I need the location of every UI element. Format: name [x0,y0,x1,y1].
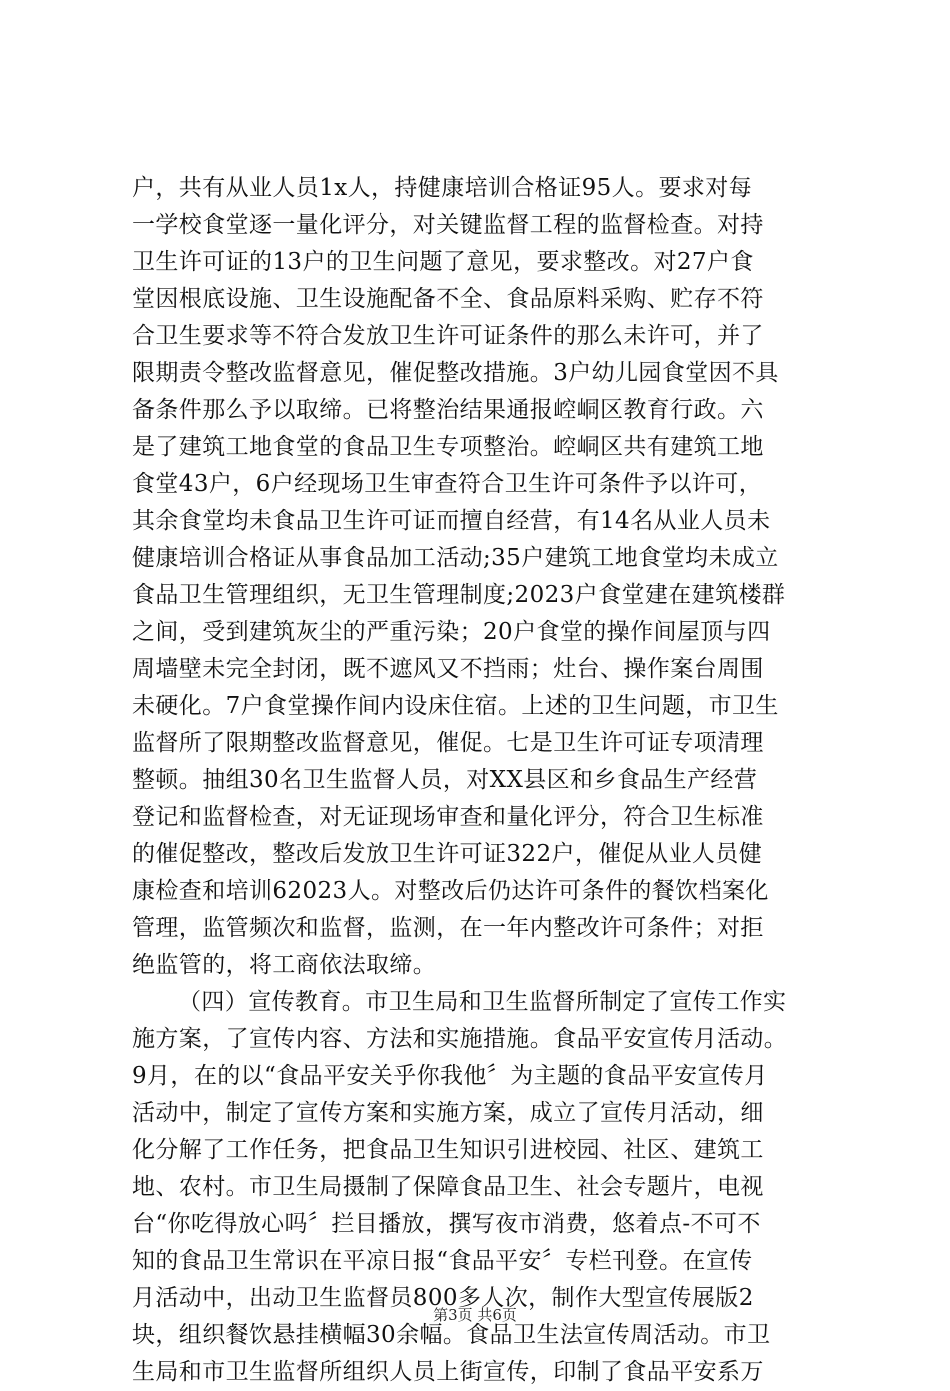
text-line: 备条件那么予以取缔。已将整治结果通报崆峒区教育行政。六 [132,397,764,423]
text-line: 周墙壁未完全封闭，既不遮风又不挡雨；灶台、操作案台周围 [132,656,764,682]
text-line: 食堂43户，6户经现场卫生审查符合卫生许可条件予以许可， [132,471,763,497]
text-line: 合卫生要求等不符合发放卫生许可证条件的那么未许可，并了 [132,323,764,349]
text-line: 月活动中，出动卫生监督员800多人次，制作大型宣传展版2 [132,1285,754,1311]
paragraph-start-line: （四）宣传教育。市卫生局和卫生监督所制定了宣传工作实 [178,989,787,1015]
text-line: 知的食品卫生常识在平凉日报“食品平安〞专栏刊登。在宣传 [132,1248,753,1274]
text-line: 未硬化。7户食堂操作间内设床住宿。上述的卫生问题，市卫生 [132,693,779,719]
page-footer: 第3页 共6页 [433,1306,517,1324]
text-line: 健康培训合格证从事食品加工活动;35户建筑工地食堂均未成立 [132,545,779,571]
text-line: 管理，监管频次和监督，监测，在一年内整改许可条件；对拒 [132,915,764,941]
text-line: 一学校食堂逐一量化评分，对关键监督工程的监督检查。对持 [132,212,764,238]
text-line: 康检查和培训62023人。对整改后仍达许可条件的餐饮档案化 [132,878,769,904]
body-text [132,170,832,1391]
text-line: 9月，在的以“食品平安关乎你我他〞为主题的食品平安宣传月 [132,1063,768,1089]
text-line: 生局和市卫生监督所组织人员上街宣传，印制了食品平安系万 [132,1359,764,1385]
text-line: 户，共有从业人员1x人，持健康培训合格证95人。要求对每 [132,175,753,201]
text-line: 活动中，制定了宣传方案和实施方案，成立了宣传月活动，细 [132,1100,764,1126]
text-line: 登记和监督检查，对无证现场审查和量化评分，符合卫生标准 [132,804,764,830]
text-line: 块，组织餐饮悬挂横幅30余幅。食品卫生法宣传周活动。市卫 [132,1322,771,1348]
text-line: 台“你吃得放心吗〞拦目播放，撰写夜市消费，悠着点-不可不 [132,1211,761,1237]
text-line: 限期责令整改监督意见，催促整改措施。3户幼儿园食堂因不具 [132,360,779,386]
text-line: 施方案，了宣传内容、方法和实施措施。食品平安宣传月活动。 [132,1026,788,1052]
text-line: 化分解了工作任务，把食品卫生知识引进校园、社区、建筑工 [132,1137,764,1163]
text-line: 堂因根底设施、卫生设施配备不全、食品原料采购、贮存不符 [132,286,764,312]
text-line: 其余食堂均未食品卫生许可证而擅自经营，有14名从业人员未 [132,508,771,534]
text-line: 食品卫生管理组织，无卫生管理制度;2023户食堂建在建筑楼群 [132,582,786,608]
text-line: 绝监管的，将工商依法取缔。 [132,952,437,978]
text-line: 地、农村。市卫生局摄制了保障食品卫生、社会专题片，电视 [132,1174,764,1200]
text-line: 卫生许可证的13户的卫生问题了意见，要求整改。对27户食 [132,249,754,275]
text-line: 的催促整改，整改后发放卫生许可证322户，催促从业人员健 [132,841,763,867]
text-line: 之间，受到建筑灰尘的严重污染；20户食堂的操作间屋顶与四 [132,619,771,645]
text-line: 监督所了限期整改监督意见，催促。七是卫生许可证专项清理 [132,730,764,756]
text-line: 是了建筑工地食堂的食品卫生专项整治。崆峒区共有建筑工地 [132,434,764,460]
text-line: 整顿。抽组30名卫生监督人员，对XX县区和乡食品生产经营 [132,767,758,793]
